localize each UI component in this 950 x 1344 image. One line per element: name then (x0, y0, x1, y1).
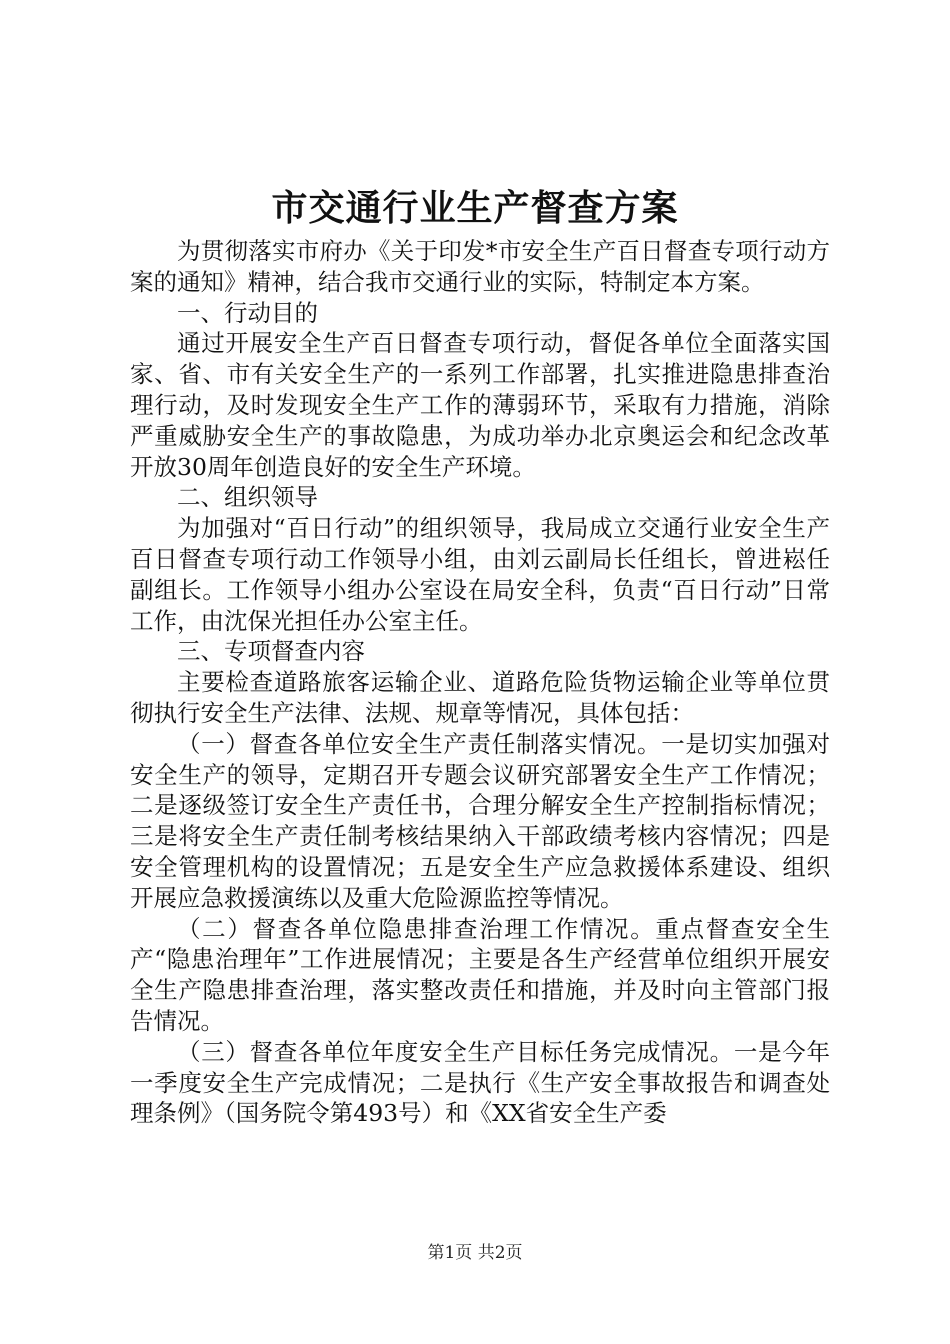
document-body (130, 236, 830, 1129)
item-2-paragraph: （二）督查各单位隐患排查治理工作情况。重点督查安全生产“隐患治理年”工作进展情况；主要是各生产经营单位组织开展安全生产隐患排查治理，落实整改责任和措施，并及时向主管部门报告情况。 (130, 914, 830, 1035)
section-2-paragraph: 为加强对“百日行动”的组织领导，我局成立交通行业安全生产百日督查专项行动工作领导小组，由刘云副局长任组长，曾进崧任副组长。工作领导小组办公室设在局安全科，负责“百日行动”日常工作，由沈保光担任办公室主任。 (130, 514, 830, 635)
document-title: 市交通行业生产督查方案 (271, 187, 679, 229)
item-1-paragraph: （一）督查各单位安全生产责任制落实情况。一是切实加强对安全生产的领导，定期召开专题会议研究部署安全生产工作情况；二是逐级签订安全生产责任书，合理分解安全生产控制指标情况；三是将安全生产责任制考核结果纳入干部政绩考核内容情况；四是安全管理机构的设置情况；五是安全生产应急救援体系建设、组织开展应急救援演练以及重大危险源监控等情况。 (130, 729, 830, 912)
intro-paragraph: 为贯彻落实市府办《关于印发*市安全生产百日督查专项行动方案的通知》精神，结合我市交通行业的实际，特制定本方案。 (130, 237, 830, 296)
section-heading-2: 二、组织领导 (177, 483, 318, 512)
item-3-paragraph: （三）督查各单位年度安全生产目标任务完成情况。一是今年一季度安全生产完成情况；二是执行《生产安全事故报告和调查处理条例》（国务院令第493号）和《XX省安全生产委 (130, 1037, 830, 1128)
page-footer: 第1页 共2页 (427, 1243, 523, 1263)
section-heading-1: 一、行动目的 (177, 298, 318, 327)
section-1-paragraph: 通过开展安全生产百日督查专项行动，督促各单位全面落实国家、省、市有关安全生产的一系列工作部署，扎实推进隐患排查治理行动，及时发现安全生产工作的薄弱环节，采取有力措施，消除严重威胁安全生产的事故隐患，为成功举办北京奥运会和纪念改革开放30周年创造良好的安全生产环境。 (130, 329, 830, 481)
section-heading-3: 三、专项督查内容 (177, 637, 365, 666)
section-3-intro-paragraph: 主要检查道路旅客运输企业、道路危险货物运输企业等单位贯彻执行安全生产法律、法规、规章等情况，具体包括： (130, 668, 830, 727)
